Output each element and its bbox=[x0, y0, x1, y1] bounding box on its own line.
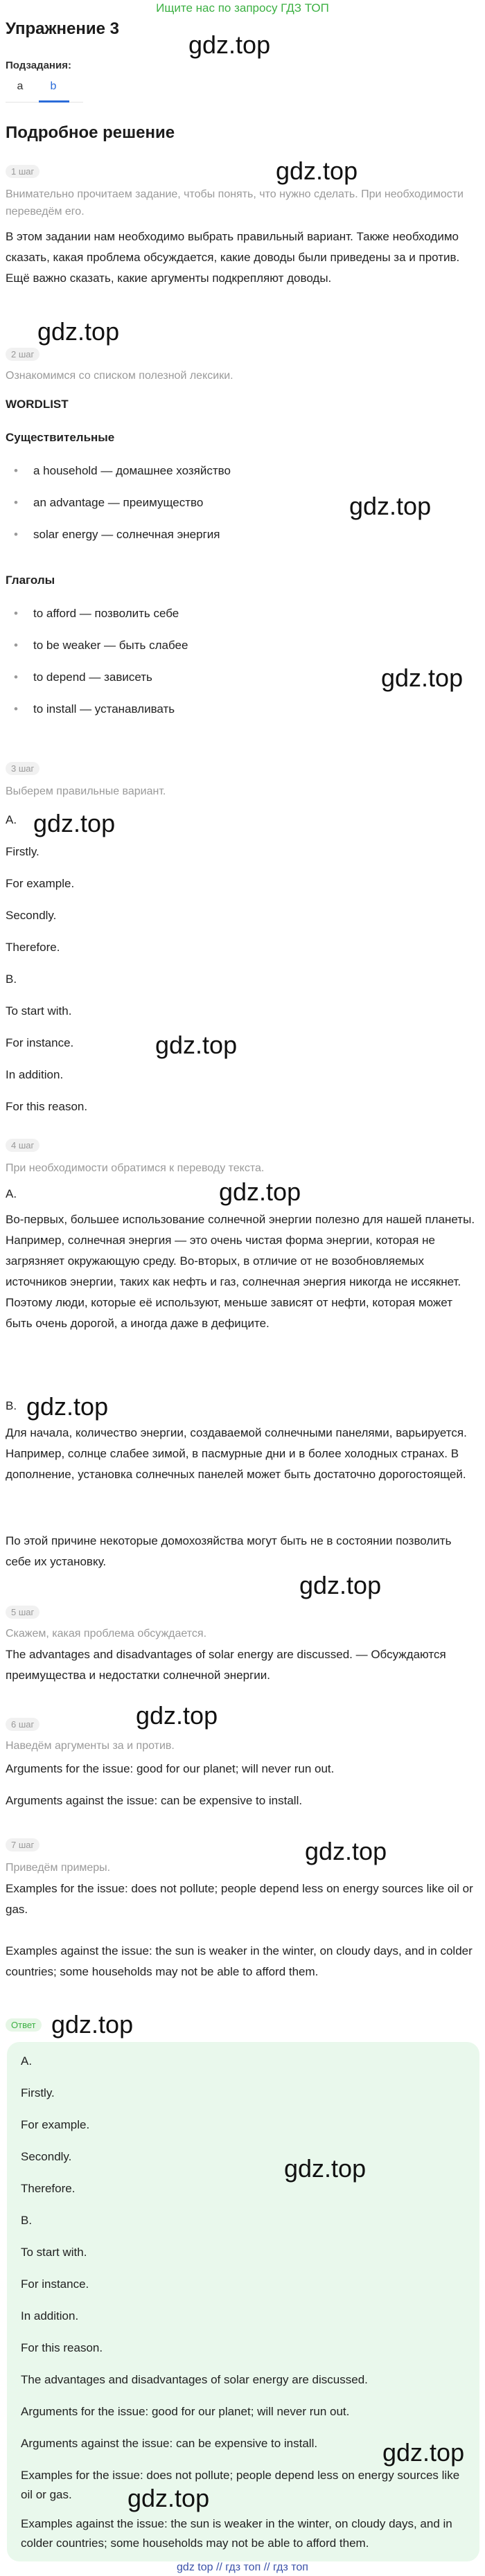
step-hint: Наведём аргументы за и против. bbox=[6, 1740, 175, 1752]
step-hint: Приведём примеры. bbox=[6, 1862, 111, 1874]
bullet: • bbox=[14, 639, 18, 652]
answer-line: Arguments against the issue: can be expensive to install. bbox=[21, 2437, 318, 2450]
step-hint: Внимательно прочитаем задание, чтобы понять, что нужно сделать. При необходимости переведём его. bbox=[6, 188, 464, 217]
watermark: gdz.top bbox=[33, 809, 116, 837]
watermark: gdz.top bbox=[276, 157, 358, 185]
step-badge: 5 шаг bbox=[6, 1606, 39, 1619]
verbs-title: Глаголы bbox=[6, 574, 55, 587]
answer-line: Therefore. bbox=[21, 2182, 76, 2195]
example-line: Examples against the issue: the sun is weaker in the winter, on cloudy days, and in colder countries; some households may not be able to afford them. bbox=[6, 1944, 473, 1978]
answer-line: B. bbox=[6, 972, 17, 986]
bullet: • bbox=[14, 670, 18, 684]
answer-line: A. bbox=[6, 813, 17, 826]
nouns-title: Существительные bbox=[6, 431, 115, 444]
watermark: gdz.top bbox=[284, 2154, 367, 2183]
step-badge: 7 шаг bbox=[6, 1838, 39, 1851]
section-label: B. bbox=[6, 1399, 17, 1412]
step-text: The advantages and disadvantages of solar energy are discussed. — Обсуждаются преимущества и недостатки солнечной энергии. bbox=[6, 1648, 446, 1682]
answer-line: Firstly. bbox=[6, 845, 39, 858]
watermark: gdz.top bbox=[37, 317, 120, 346]
translation-text: Для начала, количество энергии, создаваемой солнечными панелями, варьируется. Например, солнце слабее зимой, в пасмурные дни и в более холодных странах. В дополнение, установка солнечных панелей может быть достаточно дорогостоящей. bbox=[6, 1426, 467, 1481]
bullet: • bbox=[14, 607, 18, 620]
watermark: gdz.top bbox=[26, 1392, 109, 1421]
answer-line: For this reason. bbox=[21, 2341, 103, 2354]
bullet: • bbox=[14, 702, 18, 716]
subtasks-label: Подзадания: bbox=[6, 60, 71, 71]
tab-b[interactable]: b bbox=[50, 80, 57, 92]
step-hint: Ознакомимся со списком полезной лексики. bbox=[6, 370, 233, 382]
step-badge: 6 шаг bbox=[6, 1718, 39, 1731]
list-item: to depend — зависеть bbox=[33, 670, 152, 684]
answer-line: To start with. bbox=[6, 1004, 72, 1018]
watermark: gdz.top bbox=[382, 2438, 465, 2467]
list-item: to afford — позволить себе bbox=[33, 607, 179, 620]
active-tab-indicator bbox=[39, 100, 69, 103]
watermark: gdz.top bbox=[188, 30, 271, 59]
step-text: В этом задании нам необходимо выбрать правильный вариант. Также необходимо сказать, какая проблема обсуждается, какие доводы были приведены за и против. Ещё важно сказать, какие аргументы подкрепляют доводы. bbox=[6, 230, 460, 285]
answer-line: Firstly. bbox=[21, 2086, 55, 2099]
answer-line: For example. bbox=[6, 877, 75, 890]
answer-line: Examples against the issue: the sun is weaker in the winter, on cloudy days, and in colder countries; some households may not be able to afford them. bbox=[21, 2517, 452, 2550]
bullet: • bbox=[14, 528, 18, 541]
example-line: Examples for the issue: does not pollute; people depend less on energy sources like oil or gas. bbox=[6, 1882, 473, 1916]
step-hint: Выберем правильные вариант. bbox=[6, 785, 166, 797]
tab-a[interactable]: a bbox=[17, 80, 24, 92]
translation-text: По этой причине некоторые домохозяйства могут быть не в состоянии позволить себе их установку. bbox=[6, 1534, 452, 1568]
watermark: gdz.top bbox=[349, 492, 432, 520]
argument-line: Arguments against the issue: can be expensive to install. bbox=[6, 1794, 303, 1807]
watermark: gdz.top bbox=[305, 1837, 387, 1865]
list-item: a household — домашнее хозяйство bbox=[33, 464, 231, 477]
answer-line: A. bbox=[21, 2054, 33, 2068]
step-badge: 2 шаг bbox=[6, 348, 39, 361]
watermark: gdz.top bbox=[299, 1571, 382, 1599]
answer-line: For instance. bbox=[21, 2277, 89, 2291]
bullet: • bbox=[14, 464, 18, 477]
solution-title: Подробное решение bbox=[6, 123, 175, 142]
step-hint: При необходимости обратимся к переводу текста. bbox=[6, 1162, 265, 1174]
answer-line: For example. bbox=[21, 2118, 90, 2131]
answer-line: For this reason. bbox=[6, 1100, 88, 1113]
wordlist-title: WORDLIST bbox=[6, 398, 69, 411]
answer-line: Secondly. bbox=[6, 909, 57, 922]
watermark: gdz.top bbox=[155, 1031, 238, 1059]
page-title: Упражнение 3 bbox=[6, 19, 119, 38]
argument-line: Arguments for the issue: good for our planet; will never run out. bbox=[6, 1762, 335, 1775]
list-item: an advantage — преимущество bbox=[33, 496, 204, 509]
step-badge: 1 шаг bbox=[6, 165, 39, 178]
answer-line: B. bbox=[21, 2214, 33, 2227]
answer-line: Arguments for the issue: good for our planet; will never run out. bbox=[21, 2405, 350, 2418]
translation-text: Во-первых, большее использование солнечной энергии полезно для нашей планеты. Например, солнечная энергия — это очень чистая форма энергии, которая не загрязняет окружающую среду. Во-вторых, в отличие от не возобновляемых источников энергии, таких как нефть и газ, солнечная энергия никогда не иссякнет. Поэтому люди, которые её используют, меньше зависят от нефти, которая может быть очень дорогой, а иногда даже в дефиците. bbox=[6, 1213, 475, 1330]
step-badge: 4 шаг bbox=[6, 1139, 39, 1152]
answer-line: Examples for the issue: does not pollute; people depend less on energy sources like oil or gas. bbox=[21, 2469, 460, 2501]
answer-line: In addition. bbox=[6, 1068, 64, 1081]
answer-line: For instance. bbox=[6, 1036, 74, 1049]
top-banner[interactable]: Ищите нас по запросу ГДЗ ТОП bbox=[156, 1, 329, 15]
watermark: gdz.top bbox=[136, 1701, 218, 1730]
step-badge: 3 шаг bbox=[6, 762, 39, 775]
bullet: • bbox=[14, 496, 18, 509]
answer-line: In addition. bbox=[21, 2309, 79, 2322]
footer-links[interactable]: gdz top // гдз топ // гдз топ bbox=[177, 2561, 308, 2573]
answer-tag: Ответ bbox=[6, 2018, 42, 2032]
list-item: to be weaker — быть слабее bbox=[33, 639, 188, 652]
watermark: gdz.top bbox=[381, 664, 464, 692]
watermark: gdz.top bbox=[127, 2484, 210, 2512]
list-item: to install — устанавливать bbox=[33, 702, 175, 716]
answer-line: Therefore. bbox=[6, 941, 60, 954]
step-hint: Скажем, какая проблема обсуждается. bbox=[6, 1628, 207, 1640]
watermark: gdz.top bbox=[219, 1178, 301, 1206]
answer-line: To start with. bbox=[21, 2246, 87, 2259]
watermark: gdz.top bbox=[51, 2010, 134, 2038]
answer-line: Secondly. bbox=[21, 2150, 72, 2163]
answer-line: The advantages and disadvantages of solar energy are discussed. bbox=[21, 2373, 368, 2386]
section-label: A. bbox=[6, 1187, 17, 1200]
list-item: solar energy — солнечная энергия bbox=[33, 528, 220, 541]
